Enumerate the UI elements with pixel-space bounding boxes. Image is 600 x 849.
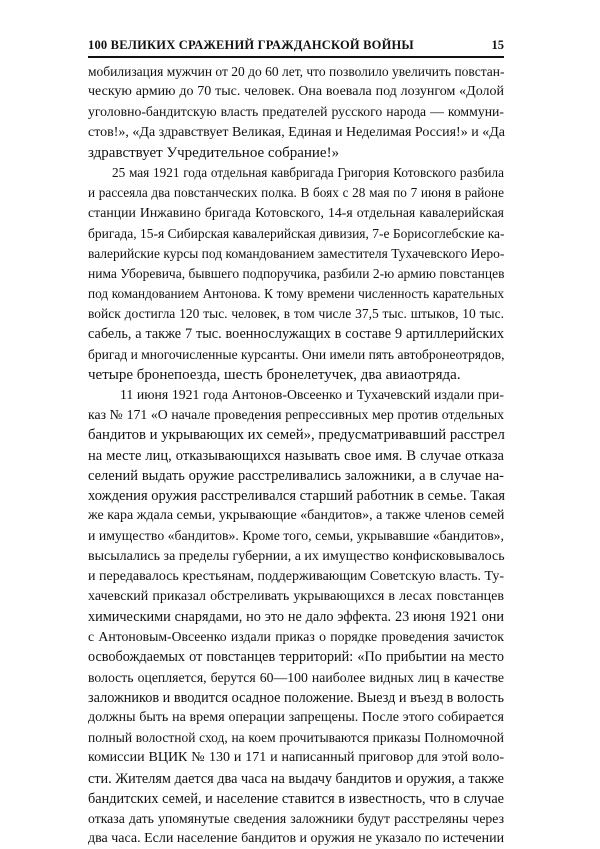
text-line: валерийские курсы под командованием заместителя Тухачевского Иеро- [88, 245, 505, 261]
text-line: здравствует Учредительное собрание!» [88, 144, 340, 161]
text-line: сти. Жителям дается два часа на выдачу бандитов и оружия, а также [88, 770, 504, 787]
text-line: бригад и многочисленные курсанты. Они имели пять автобронеотрядов, [88, 346, 505, 362]
text-line: высылались за пределы губернии, а их имущество конфисковывалось [88, 548, 505, 564]
text-line: отказа дать упомянутые сведения заложники будут расстреляны через [88, 810, 504, 826]
text-line: мобилизация мужчин от 20 до 60 лет, что позволило увеличить повстан- [88, 64, 505, 79]
page-number: 15 [491, 38, 504, 52]
text-line: же кара ждала семьи, укрывающие «бандитов», а также членов семей [88, 508, 505, 524]
text-line: должны быть на время операции запрещены. После этого собирается [88, 710, 504, 725]
running-header [88, 38, 504, 58]
text-line: сабель, а также 7 тыс. военнослужащих в составе 9 артиллерийских [88, 326, 504, 343]
text-line: хачевский приказал обстреливать укрывающихся в лесах повстанцев [88, 588, 504, 604]
text-line: и имущество «бандитов». Кроме того, семьи, укрывавшие «бандитов», [88, 528, 504, 544]
text-line: нима Уборевича, бывшего подпоручика, разбили 2-ю армию повстанцев [88, 265, 505, 281]
text-line: освобождаемых от повстанцев территорий: «По прибытии на место [88, 649, 504, 666]
text-line: с Антоновым-Овсеенко издали приказ о порядке проведения зачисток [88, 629, 504, 645]
text-line: четыре бронепоезда, шесть бронелетучек, два авиаотряда. [88, 366, 461, 383]
text-line: бандитов и укрывающих их семей», предусматривавший расстрел [88, 427, 505, 444]
text-line: бандитских семей, и население ставится в известность, что в случае [88, 790, 504, 807]
text-line: 25 мая 1921 года отдельная кавбригада Григория Котовского разбила [112, 164, 504, 180]
text-line: каз № 171 «О начале проведения репрессивных мер против отдельных [88, 407, 504, 423]
text-line: и рассеяла два повстанческих полка. В боях с 28 мая по 7 июня в районе [88, 185, 504, 201]
text-line: станции Инжавино бригада Котовского, 14-я отдельная кавалерийская [88, 205, 504, 221]
text-line: 11 июня 1921 года Антонов-Овсеенко и Тухачевский издали при- [120, 387, 504, 402]
book-title-header: 100 ВЕЛИКИХ СРАЖЕНИЙ ГРАЖДАНСКОЙ ВОЙНЫ [88, 38, 414, 52]
text-line: под командованием Антонова. К тому времени численность карательных [88, 286, 504, 302]
text-line: на месте лиц, отказывающихся называть свое имя. В случае отказа [88, 447, 504, 464]
text-line: химическими снарядами, но это не дало эффекта. 23 июня 1921 они [88, 609, 504, 626]
text-line: заложников и вводится осадное положение. Выезд и въезд в волость [88, 689, 505, 706]
text-line: войск достигла 120 тыс. человек, в том числе 37,5 тыс. штыков, 10 тыс. [88, 306, 504, 322]
text-line: полный волостной сход, на коем прочитываются приказы Полномочной [88, 730, 504, 746]
body-text [88, 62, 504, 849]
text-line: и передавалось крестьянам, поддерживающим Советскую власть. Ту- [88, 568, 504, 584]
text-line: два часа. Если население бандитов и оружия не указало по истечении [88, 831, 505, 847]
text-line: волость оцепляется, берутся 60—100 наиболее видных лиц в качестве [88, 669, 504, 685]
text-line: бригада, 15-я Сибирская кавалерийская дивизия, 7-е Борисоглебские ка- [88, 225, 505, 241]
text-line: хождения оружия расстреливался старший работник в семье. Такая [88, 487, 506, 504]
text-line: стов!», «Да здравствует Великая, Единая и Неделимая Россия!» и «Да [88, 124, 505, 140]
text-line: уголовно-бандитскую власть предателей русского народа — коммуни- [88, 104, 504, 120]
text-line: ческую армию до 70 тыс. человек. Она воевала под лозунгом «Долой [88, 84, 504, 100]
text-line: селений выдать оружие расстреливались заложники, а в случае на- [88, 467, 504, 484]
text-line: комиссии ВЦИК № 130 и 171 и написанный приговор для этой воло- [88, 750, 504, 766]
